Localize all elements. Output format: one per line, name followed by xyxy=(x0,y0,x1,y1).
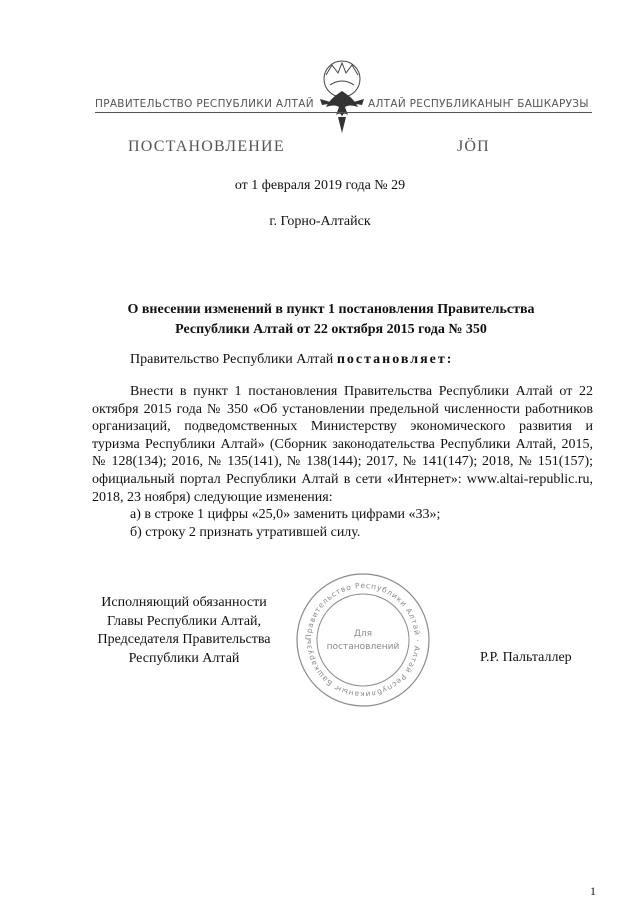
date-number-line: от 1 февраля 2019 года № 29 xyxy=(234,178,406,193)
title-line-2: Республики Алтай от 22 октября 2015 года № 350 xyxy=(175,322,487,337)
page-number: 1 xyxy=(590,884,596,898)
official-stamp xyxy=(293,570,433,710)
header-divider xyxy=(95,112,592,113)
position-line-3: Председателя Правительства xyxy=(97,632,271,647)
stamp-ring-text: Правительство Республики Алтай · Алтай Республиканыҥ Башкарузы xyxy=(303,580,423,700)
signatory-position xyxy=(92,594,276,668)
document-kind-ru: ПОСТАНОВЛЕНИЕ xyxy=(128,138,285,155)
altai-republic-emblem-icon xyxy=(312,55,372,140)
government-name-alt: АЛТАЙ РЕСПУБЛИКАНЫҤ БАШКАРУЗЫ xyxy=(368,98,589,110)
svg-text:Правительство Республики Алтай xyxy=(304,581,422,699)
document-kind-alt: JÖП xyxy=(457,138,490,155)
preamble xyxy=(130,352,453,368)
government-name-ru: ПРАВИТЕЛЬСТВО РЕСПУБЛИКИ АЛТАЙ xyxy=(95,98,314,110)
item-b: б) строку 2 признать утратившей силу. xyxy=(130,524,361,540)
signatory-name: Р.Р. Пальталлер xyxy=(480,650,572,665)
position-line-1: Исполняющий обязанности xyxy=(101,595,267,610)
city-line: г. Горно-Алтайск xyxy=(269,214,371,229)
preamble-verb: постановляет: xyxy=(336,352,454,367)
item-a: а) в строке 1 цифры «25,0» заменить цифрами «33»; xyxy=(130,507,441,523)
position-line-4: Республики Алтай xyxy=(128,650,240,666)
main-paragraph: Внести в пункт 1 постановления Правительства Республики Алтай от 22 октября 2015 года № 350 «Об установлении предельной численности работников организаций, подведомственных Министерству экономического развития и туризма Республики Алтай» (Сборник законодательства Республики Алтай, 2015, № 128(134); 2016, № 135(141), № 138(144); 2017, № 141(147); 2018, № 151(157); официальный портал Республики Алтай в сети «Интернет»: www.altai-republic.ru, 2018, 23 ноября) следующие изменения: xyxy=(92,384,593,505)
preamble-subject: Правительство Республики Алтай xyxy=(130,352,334,367)
stamp-center-line-2: постановлений xyxy=(326,642,400,652)
title-line-1: О внесении изменений в пункт 1 постановления Правительства xyxy=(127,302,535,317)
stamp-center-line-1: Для xyxy=(353,629,373,639)
document-body xyxy=(92,383,593,541)
document-title xyxy=(100,300,562,340)
position-line-2: Главы Республики Алтай, xyxy=(106,613,262,629)
